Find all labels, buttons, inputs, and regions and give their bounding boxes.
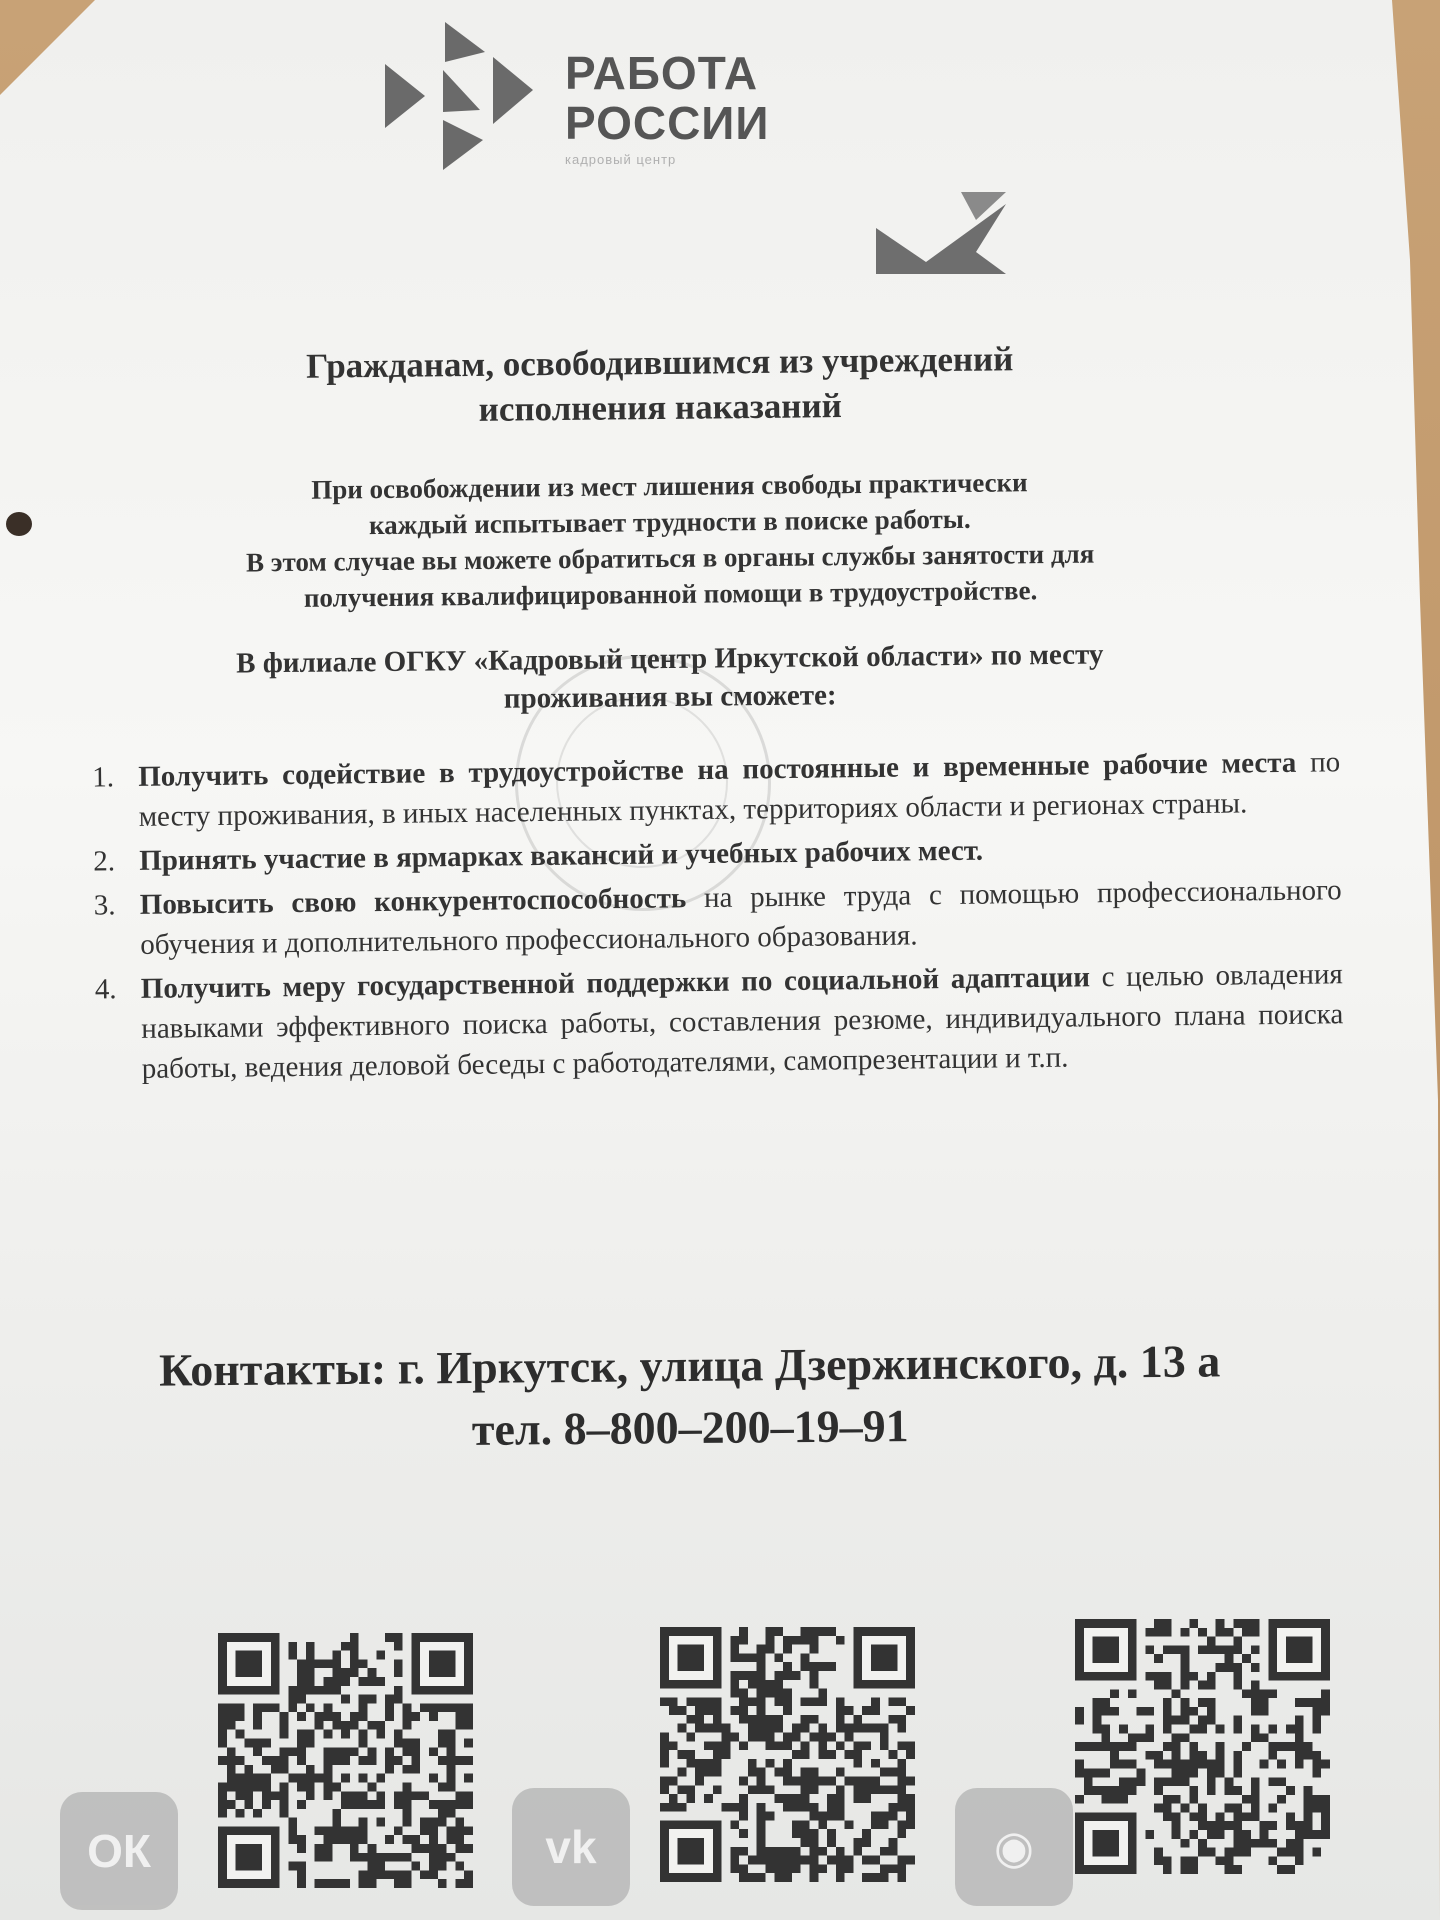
- title-line-1: Гражданам, освободившимся из учреждений: [305, 339, 1014, 386]
- logo-line-2: РОССИИ: [565, 97, 770, 149]
- logo-wordmark: [565, 48, 769, 148]
- list-item-number: 3.: [93, 889, 116, 922]
- rutube-glyph: ◉: [993, 1821, 1035, 1873]
- qr-code-icon: [218, 1628, 473, 1893]
- list-item: [70, 742, 1341, 838]
- qr-code-vk[interactable]: [660, 1622, 915, 1887]
- title-line-2: исполнения наказаний: [478, 386, 842, 429]
- intro-paragraph: [99, 462, 1240, 618]
- qr-code-rutube[interactable]: [1075, 1614, 1330, 1879]
- branch-paragraph: [110, 634, 1231, 722]
- intro-line-1: При освобождении из мест лишения свободы практически: [311, 467, 1028, 505]
- list-item-text: на рынке труда с помощью профессионального обучения и дополнительного профессионального образования.: [140, 874, 1342, 961]
- vk-icon[interactable]: [512, 1788, 630, 1906]
- corner-arrow-icon: [876, 192, 1006, 274]
- page-title: [160, 335, 1161, 435]
- contacts-block: [79, 1330, 1300, 1465]
- rutube-icon[interactable]: [955, 1788, 1073, 1906]
- list-item-text: с целью овладения навыками эффективного поиска работы, составления резюме, индивидуального плана поиска работы, ведения деловой беседы с работодателями, самопрезентации и т.п.: [141, 958, 1344, 1085]
- branch-line-2: проживания вы сможете:: [503, 679, 837, 715]
- qr-code-odnoklassniki[interactable]: [218, 1628, 473, 1893]
- contacts-address: Контакты: г. Иркутск, улица Дзержинского, д. 13 а: [158, 1335, 1221, 1396]
- qr-code-icon: [1075, 1614, 1330, 1879]
- intro-line-4: получения квалифицированной помощи в трудоустройстве.: [303, 575, 1038, 613]
- services-list: [70, 742, 1344, 1093]
- list-item-bold: Принять участие в ярмарках вакансий и учебных рабочих мест.: [139, 834, 984, 877]
- logo-subtitle: кадровый центр: [565, 152, 677, 167]
- list-item-number: 1.: [92, 761, 115, 794]
- logo-line-1: РАБОТА: [565, 47, 759, 99]
- list-item: [73, 954, 1344, 1090]
- odnoklassniki-icon[interactable]: [60, 1792, 178, 1910]
- list-item-text: по месту проживания, в иных населенных пунктах, территориях области и регионах страны.: [138, 746, 1341, 833]
- list-item-number: 4.: [94, 973, 117, 1006]
- list-item-number: 2.: [93, 845, 116, 878]
- odnoklassniki-glyph: ОК: [87, 1825, 151, 1877]
- vk-glyph: vk: [545, 1821, 597, 1873]
- contacts-phone: тел. 8–800–200–19–91: [471, 1400, 909, 1455]
- branch-line-1: В филиале ОГКУ «Кадровый центр Иркутской области» по месту: [236, 638, 1104, 680]
- list-item-bold: Повысить свою конкурентоспособность: [139, 882, 687, 921]
- list-item: [72, 870, 1343, 966]
- punch-hole: [6, 512, 32, 536]
- list-item-bold: Получить меру государственной поддержки по социальной адаптации: [140, 961, 1091, 1005]
- intro-line-3: В этом случае вы можете обратиться в органы службы занятости для: [245, 538, 1095, 578]
- qr-code-icon: [660, 1622, 915, 1887]
- intro-line-2: каждый испытывает трудности в поиске работы.: [368, 503, 971, 541]
- list-item-bold: Получить содействие в трудоустройстве на постоянные и временные рабочие места: [138, 746, 1297, 793]
